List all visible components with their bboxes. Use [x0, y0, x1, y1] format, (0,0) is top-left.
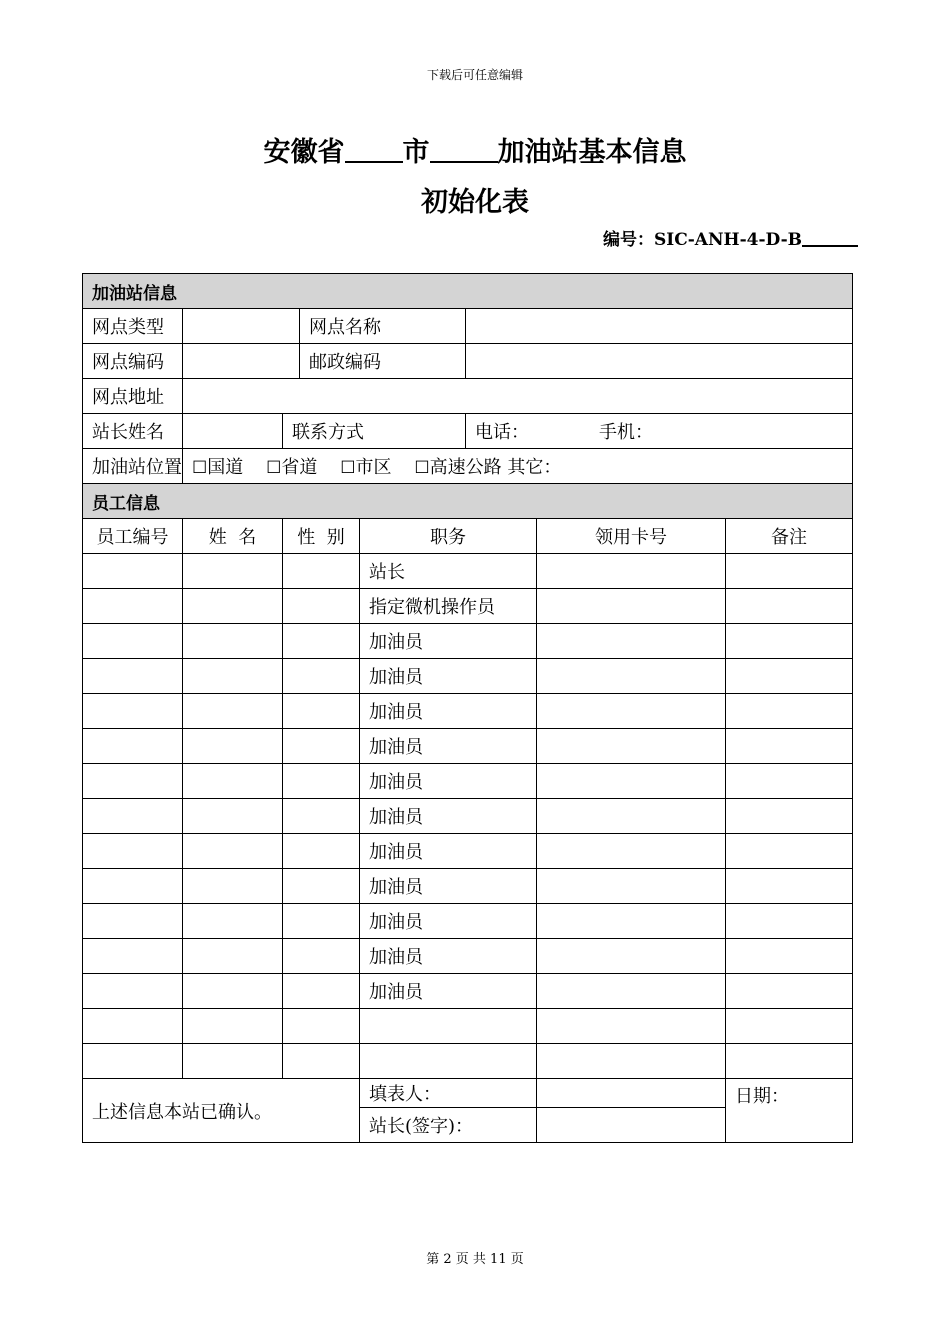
staff-name-cell[interactable] — [183, 974, 283, 1009]
staff-row — [83, 904, 853, 939]
location-options — [183, 449, 853, 484]
station-form-table — [82, 273, 853, 1143]
staff-card-cell[interactable] — [537, 869, 726, 904]
location-option-provincial: 省道 — [281, 457, 318, 478]
staff-id-cell[interactable] — [83, 904, 183, 939]
section-staff-info: 员工信息 — [83, 484, 853, 519]
staff-id-cell[interactable] — [83, 764, 183, 799]
staff-gender-cell[interactable] — [283, 659, 360, 694]
staff-remarks-cell[interactable] — [726, 974, 853, 1009]
staff-position-cell[interactable]: 指定微机操作员 — [360, 589, 537, 624]
staff-card-cell[interactable] — [537, 589, 726, 624]
staff-position-cell[interactable]: 站长 — [360, 554, 537, 589]
staff-name-cell[interactable] — [183, 939, 283, 974]
manager-name-label: 站长姓名 — [83, 414, 183, 449]
header-remarks: 备注 — [726, 519, 853, 554]
postal-code-label: 邮政编码 — [300, 344, 466, 379]
staff-card-cell[interactable] — [537, 1009, 726, 1044]
staff-gender-cell[interactable] — [283, 589, 360, 624]
staff-name-cell[interactable] — [183, 904, 283, 939]
staff-remarks-cell[interactable] — [726, 904, 853, 939]
title-province: 安徽省 — [263, 137, 345, 168]
staff-name-cell[interactable] — [183, 1044, 283, 1079]
staff-remarks-cell[interactable] — [726, 869, 853, 904]
city-blank — [345, 135, 403, 163]
manager-sign-label: 站长(签字)： — [360, 1108, 537, 1143]
staff-position-cell[interactable]: 加油员 — [360, 904, 537, 939]
manager-sign-value[interactable] — [537, 1108, 726, 1143]
form-code-blank — [802, 229, 858, 247]
staff-remarks-cell[interactable] — [726, 659, 853, 694]
staff-row — [83, 729, 853, 764]
staff-row — [83, 1044, 853, 1079]
page-subtitle: 初始化表 — [421, 187, 529, 218]
staff-card-cell[interactable] — [537, 624, 726, 659]
staff-gender-cell[interactable] — [283, 694, 360, 729]
staff-card-cell[interactable] — [537, 974, 726, 1009]
site-number-value[interactable] — [183, 344, 300, 379]
checkbox-icon[interactable]: ☐ — [266, 458, 282, 478]
site-number-label: 网点编码 — [83, 344, 183, 379]
staff-card-cell[interactable] — [537, 764, 726, 799]
site-address-label: 网点地址 — [83, 379, 183, 414]
site-name-value[interactable] — [466, 309, 853, 344]
staff-row — [83, 834, 853, 869]
site-name-label: 网点名称 — [300, 309, 466, 344]
location-label: 加油站位置 — [83, 449, 183, 484]
staff-position-cell[interactable] — [360, 1009, 537, 1044]
staff-gender-cell[interactable] — [283, 799, 360, 834]
header-note: 下载后可任意编辑 — [426, 68, 523, 82]
staff-row — [83, 974, 853, 1009]
staff-position-cell[interactable]: 加油员 — [360, 694, 537, 729]
staff-rows — [83, 554, 853, 1079]
staff-row — [83, 624, 853, 659]
staff-row — [83, 554, 853, 589]
header-gender: 性 别 — [283, 519, 360, 554]
staff-name-cell[interactable] — [183, 624, 283, 659]
checkbox-icon[interactable]: ☐ — [414, 458, 430, 478]
staff-gender-cell[interactable] — [283, 904, 360, 939]
phone-label: 电话： — [475, 422, 529, 443]
manager-name-value[interactable] — [183, 414, 283, 449]
location-option-other: 其它： — [507, 457, 562, 478]
staff-card-cell[interactable] — [537, 694, 726, 729]
location-option-highway: 高速公路 — [429, 457, 502, 478]
contact-label: 联系方式 — [283, 414, 466, 449]
staff-row — [83, 939, 853, 974]
checkbox-icon[interactable]: ☐ — [340, 458, 356, 478]
page-title — [0, 130, 950, 169]
staff-card-cell[interactable] — [537, 939, 726, 974]
staff-name-cell[interactable] — [183, 554, 283, 589]
date-field[interactable]: 日期： — [726, 1079, 853, 1143]
staff-id-cell[interactable] — [83, 624, 183, 659]
staff-row — [83, 869, 853, 904]
staff-gender-cell[interactable] — [283, 974, 360, 1009]
staff-name-cell[interactable] — [183, 799, 283, 834]
staff-position-cell[interactable]: 加油员 — [360, 624, 537, 659]
contact-value[interactable] — [466, 414, 853, 449]
staff-card-cell[interactable] — [537, 1044, 726, 1079]
staff-row — [83, 589, 853, 624]
staff-remarks-cell[interactable] — [726, 939, 853, 974]
staff-row — [83, 799, 853, 834]
form-code-label: 编号：SIC-ANH-4-D-B — [602, 230, 802, 250]
staff-id-cell[interactable] — [83, 939, 183, 974]
station-blank — [430, 135, 498, 163]
staff-position-cell[interactable]: 加油员 — [360, 764, 537, 799]
staff-card-cell[interactable] — [537, 554, 726, 589]
staff-row — [83, 659, 853, 694]
staff-card-cell[interactable] — [537, 799, 726, 834]
staff-gender-cell[interactable] — [283, 869, 360, 904]
staff-card-cell[interactable] — [537, 659, 726, 694]
staff-remarks-cell[interactable] — [726, 589, 853, 624]
staff-card-cell[interactable] — [537, 904, 726, 939]
staff-row — [83, 764, 853, 799]
section-station-info: 加油站信息 — [83, 274, 853, 309]
staff-position-cell[interactable]: 加油员 — [360, 869, 537, 904]
staff-gender-cell[interactable] — [283, 554, 360, 589]
title-station: 加油站基本信息 — [497, 137, 687, 168]
site-address-value[interactable] — [183, 379, 853, 414]
staff-id-cell[interactable] — [83, 799, 183, 834]
staff-id-cell[interactable] — [83, 729, 183, 764]
filler-label: 填表人： — [360, 1079, 537, 1108]
staff-gender-cell[interactable] — [283, 1009, 360, 1044]
site-type-value[interactable] — [183, 309, 300, 344]
staff-position-cell[interactable]: 加油员 — [360, 659, 537, 694]
staff-row — [83, 1009, 853, 1044]
staff-gender-cell[interactable] — [283, 729, 360, 764]
staff-name-cell[interactable] — [183, 869, 283, 904]
staff-id-cell[interactable] — [83, 834, 183, 869]
staff-name-cell[interactable] — [183, 729, 283, 764]
header-position: 职务 — [360, 519, 537, 554]
staff-position-cell[interactable]: 加油员 — [360, 974, 537, 1009]
staff-id-cell[interactable] — [83, 694, 183, 729]
staff-gender-cell[interactable] — [283, 939, 360, 974]
staff-position-cell[interactable]: 加油员 — [360, 729, 537, 764]
staff-card-cell[interactable] — [537, 834, 726, 869]
mobile-label: 手机： — [599, 422, 653, 443]
staff-id-cell[interactable] — [83, 554, 183, 589]
staff-remarks-cell[interactable] — [726, 624, 853, 659]
staff-name-cell[interactable] — [183, 764, 283, 799]
confirm-statement: 上述信息本站已确认。 — [83, 1079, 360, 1143]
staff-name-cell[interactable] — [183, 694, 283, 729]
staff-name-cell[interactable] — [183, 589, 283, 624]
postal-code-value[interactable] — [466, 344, 853, 379]
staff-id-cell[interactable] — [83, 869, 183, 904]
staff-gender-cell[interactable] — [283, 834, 360, 869]
staff-id-cell[interactable] — [83, 659, 183, 694]
staff-gender-cell[interactable] — [283, 624, 360, 659]
staff-name-cell[interactable] — [183, 659, 283, 694]
staff-remarks-cell[interactable] — [726, 729, 853, 764]
form-code — [603, 225, 858, 250]
page-footer: 第 2 页 共 11 页 — [426, 1252, 524, 1267]
header-staff-id: 员工编号 — [83, 519, 183, 554]
staff-name-cell[interactable] — [183, 1009, 283, 1044]
staff-position-cell[interactable] — [360, 1044, 537, 1079]
staff-remarks-cell[interactable] — [726, 834, 853, 869]
staff-remarks-cell[interactable] — [726, 1044, 853, 1079]
staff-remarks-cell[interactable] — [726, 764, 853, 799]
header-name: 姓 名 — [183, 519, 283, 554]
location-option-national: 国道 — [207, 457, 244, 478]
staff-id-cell[interactable] — [83, 1044, 183, 1079]
staff-remarks-cell[interactable] — [726, 799, 853, 834]
header-card-number: 领用卡号 — [537, 519, 726, 554]
staff-position-cell[interactable]: 加油员 — [360, 939, 537, 974]
staff-card-cell[interactable] — [537, 729, 726, 764]
staff-id-cell[interactable] — [83, 974, 183, 1009]
checkbox-icon[interactable]: ☐ — [192, 458, 208, 478]
staff-row — [83, 694, 853, 729]
staff-gender-cell[interactable] — [283, 1044, 360, 1079]
staff-position-cell[interactable]: 加油员 — [360, 799, 537, 834]
site-type-label: 网点类型 — [83, 309, 183, 344]
staff-remarks-cell[interactable] — [726, 694, 853, 729]
staff-remarks-cell[interactable] — [726, 1009, 853, 1044]
title-city: 市 — [402, 137, 430, 168]
staff-id-cell[interactable] — [83, 1009, 183, 1044]
staff-name-cell[interactable] — [183, 834, 283, 869]
filler-value[interactable] — [537, 1079, 726, 1108]
staff-remarks-cell[interactable] — [726, 554, 853, 589]
location-option-urban: 市区 — [355, 457, 392, 478]
staff-id-cell[interactable] — [83, 589, 183, 624]
staff-position-cell[interactable]: 加油员 — [360, 834, 537, 869]
staff-gender-cell[interactable] — [283, 764, 360, 799]
